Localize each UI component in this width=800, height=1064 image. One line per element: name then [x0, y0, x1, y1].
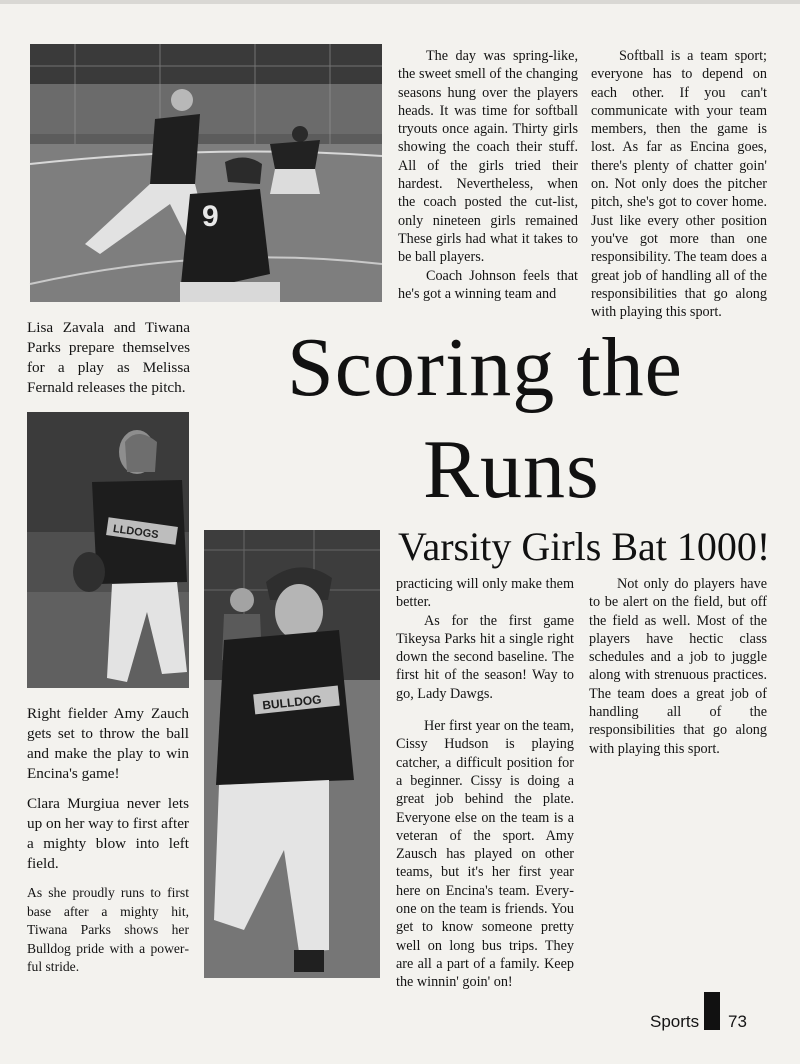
article-paragraph: Softball is a team sport; everyone has to depend on each other. If you can't communicate with your team members, then the game is lost. As far as Encina goes, there's plenty of chatter goin' on. Not only does the pitcher pitch, she's got to cover home. Just like every other position you've got more than one responsibility. The team does a great job of handling all of the responsibilities that go along with playing this sport.: [591, 48, 767, 321]
jersey-number: 9: [202, 200, 219, 233]
photo-right-fielder: [27, 412, 189, 688]
subheadline: Varsity Girls Bat 1000!: [398, 524, 771, 569]
article-paragraph: The day was spring-like, the sweet smell of the changing seasons hung over the players heads. It was time for softball tryouts once again. Thirty girls showing the coach their stuff. All of the girls tried their hardest. Nevertheless, when the coach posted the cut-list, only nineteen girls remained These girls had what it takes to be ball players.: [398, 48, 578, 266]
article-paragraph: Her first year on the team, Cissy Hudson is playing catcher, a difficult position for a beginner. Cissy is doing a great job behind the plate. Everyone else on the team is a veteran of the sport. Amy Zausch has played on other teams, but it's her first year here on Encina's team. Everyone on the team is friends. You get to know someone pretty well on long bus trips. They are all a part of a family. Keep the winnin' goin' on!: [396, 718, 574, 991]
headline-line-1: Scoring the: [287, 321, 683, 414]
article-paragraph: Coach Johnson feels that he's got a winning team and: [398, 267, 578, 302]
caption-right-fielder: Right fielder Amy Zauch gets set to throw the ball and make the play to win Encina's game!: [27, 705, 189, 782]
article-paragraph: As for the first game Tikeysa Parks hit a single right down the second baseline. The first hit of the season! Way to go, Lady Dawgs.: [396, 612, 574, 702]
caption-clara: Clara Murgiua never lets up on her way to first after a mighty blow into left field.: [27, 795, 189, 872]
caption-infield-play: [27, 318, 190, 398]
article-paragraph: practicing will only make them better.: [396, 576, 574, 611]
article-column-top-1: [398, 47, 578, 303]
page-number: 73: [728, 1012, 747, 1031]
top-rule: [0, 0, 800, 4]
jersey-team-text-1: LLDOGS: [112, 523, 160, 542]
footer-bar: [704, 992, 720, 1030]
article-paragraph: Not only do players have to be alert on the field, but off the field as well. Most of the players have hectic class schedules and a job to juggle along with strenuous practices. The team does a great job of handling all of the responsibilities that go along with playing this sport.: [589, 576, 767, 757]
photo-running-to-first: [204, 530, 380, 978]
article-column-top-2: [591, 47, 767, 321]
article-column-bottom-2: [589, 575, 767, 758]
caption-tiwana: As she proudly runs to first base after a mighty hit, Tiwana Parks shows her Bulldog pride with a powerful stride.: [27, 885, 189, 974]
jersey-team-text-2: BULLDOG: [261, 692, 323, 713]
headline-line-2: Runs: [423, 423, 600, 516]
caption-text: Lisa Zavala and Tiwana Parks prepare themselves for a play as Melissa Fernald releases the pitch.: [27, 319, 190, 396]
photo-infield-play: [30, 44, 382, 302]
caption-column-left: [27, 704, 189, 977]
article-column-bottom-1: [396, 575, 574, 992]
section-label: Sports: [650, 1012, 700, 1031]
